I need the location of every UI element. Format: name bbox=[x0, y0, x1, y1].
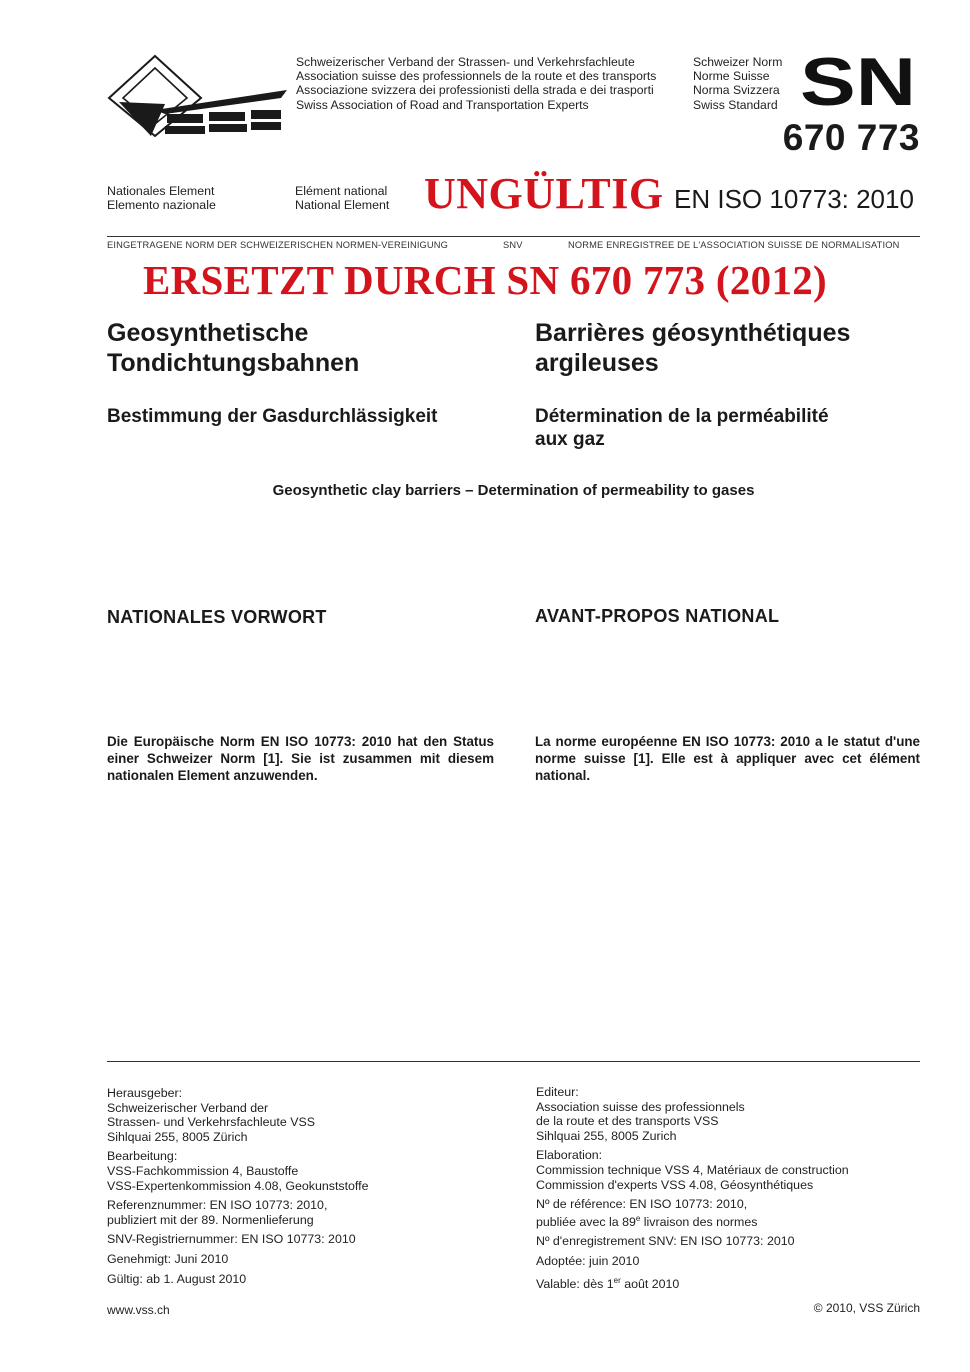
footer-line: Herausgeber: bbox=[107, 1086, 183, 1100]
element-label-de bbox=[107, 185, 216, 212]
footer-de bbox=[107, 1086, 368, 1291]
subtitle-line: aux gaz bbox=[535, 429, 605, 450]
element-label-fr bbox=[295, 185, 389, 212]
footer-line bbox=[536, 1212, 849, 1230]
footer-line: Association suisse des professionnels bbox=[536, 1099, 745, 1114]
foreword-text-de: Die Europäische Norm EN ISO 10773: 2010 hat den Status einer Schweizer Norm [1]. Sie ist zusammen mit diesem nationalen Element anzuwenden. bbox=[107, 734, 494, 783]
title-line: Geosynthetische bbox=[107, 319, 309, 347]
footer-line: Schweizerischer Verband der bbox=[107, 1100, 269, 1115]
registration-line: Nº d'enregistrement SNV: EN ISO 10773: 2010 bbox=[536, 1234, 795, 1249]
footer-text: livraison des normes bbox=[640, 1214, 758, 1229]
footer-text: août 2010 bbox=[620, 1276, 680, 1291]
registration-left: EINGETRAGENE NORM DER SCHWEIZERISCHEN NORMEN-VEREINIGUNG bbox=[107, 240, 449, 250]
footer-line: Sihlquai 255, 8005 Zurich bbox=[536, 1128, 677, 1143]
registration-mid: SNV bbox=[503, 240, 523, 250]
footer-line: Commission d'experts VSS 4.08, Géosynthétiques bbox=[536, 1177, 814, 1192]
title-fr bbox=[535, 318, 850, 378]
approved-line: Genehmigt: Juni 2010 bbox=[107, 1251, 229, 1266]
foreword-heading-fr: AVANT-PROPOS NATIONAL bbox=[535, 606, 780, 626]
subtitle-line: Bestimmung der Gasdurchlässigkeit bbox=[107, 406, 438, 427]
invalid-stamp: UNGÜLTIG bbox=[424, 169, 664, 218]
copyright: © 2010, VSS Zürich bbox=[813, 1301, 920, 1315]
norm-type-labels bbox=[693, 55, 782, 112]
footer-line: de la route et des transports VSS bbox=[536, 1114, 719, 1129]
reference-block bbox=[107, 1198, 368, 1227]
valid-line bbox=[536, 1274, 849, 1292]
foreword-heading-de: NATIONALES VORWORT bbox=[107, 607, 327, 627]
footer-text: publiée avec la 89 bbox=[536, 1214, 636, 1229]
footer-line: Nº de référence: EN ISO 10773: 2010, bbox=[536, 1197, 748, 1212]
vss-logo-text: VSS bbox=[105, 52, 108, 53]
title-line: Tondichtungsbahnen bbox=[107, 349, 360, 377]
preparation-block bbox=[536, 1148, 849, 1192]
vss-logo bbox=[105, 52, 287, 140]
publisher-block bbox=[536, 1085, 849, 1143]
association-line: Associazione svizzera dei professionisti della strada e dei trasporti bbox=[296, 83, 654, 98]
approved-line: Adoptée: juin 2010 bbox=[536, 1254, 640, 1269]
footer-line: VSS-Fachkommission 4, Baustoffe bbox=[107, 1163, 299, 1178]
en-reference: EN ISO 10773: 2010 bbox=[674, 184, 914, 214]
foreword-text-fr: La norme européenne EN ISO 10773: 2010 a le statut d'une norme suisse [1]. Elle est à appliquer avec cet élément national. bbox=[535, 734, 920, 783]
preparation-block bbox=[107, 1149, 368, 1193]
registration-right: NORME ENREGISTREE DE L'ASSOCIATION SUISSE DE NORMALISATION bbox=[568, 240, 900, 250]
header-divider bbox=[107, 236, 920, 237]
registration-line: SNV-Registriernummer: EN ISO 10773: 2010 bbox=[107, 1232, 356, 1247]
norm-label: Norma Svizzera bbox=[693, 83, 780, 98]
subtitle-line: Détermination de la perméabilité bbox=[535, 406, 829, 427]
association-line: Swiss Association of Road and Transportation Experts bbox=[296, 97, 589, 112]
footer-line: Editeur: bbox=[536, 1085, 579, 1099]
association-names bbox=[296, 55, 656, 112]
footer-line: Elaboration: bbox=[536, 1148, 603, 1163]
element-label-line: Elément national bbox=[295, 184, 388, 198]
footer-line: Referenznummer: EN ISO 10773: 2010, bbox=[107, 1198, 328, 1213]
superscript: e bbox=[635, 1213, 641, 1223]
norm-label: Norme Suisse bbox=[693, 69, 770, 84]
sn-logo bbox=[800, 55, 920, 107]
title-en: Geosynthetic clay barriers – Determination of permeability to gases bbox=[272, 482, 755, 499]
footer-line: Bearbeitung: bbox=[107, 1149, 178, 1164]
title-de bbox=[107, 318, 359, 378]
title-line: Barrières géosynthétiques bbox=[535, 319, 851, 347]
element-label-line: Nationales Element bbox=[107, 184, 215, 198]
subtitle-de bbox=[107, 405, 438, 428]
footer-line: Strassen- und Verkehrsfachleute VSS bbox=[107, 1115, 316, 1130]
publisher-block bbox=[107, 1086, 368, 1144]
replaced-stamp: ERSETZT DURCH SN 670 773 (2012) bbox=[143, 257, 827, 303]
title-line: argileuses bbox=[535, 349, 659, 377]
norm-label: Swiss Standard bbox=[693, 97, 778, 112]
association-line: Schweizerischer Verband der Strassen- und Verkehrsfachleute bbox=[296, 55, 635, 69]
footer-line: VSS-Expertenkommission 4.08, Geokunststoffe bbox=[107, 1178, 369, 1193]
sn-logo-text: SN bbox=[800, 55, 916, 107]
norm-number: 670 773 bbox=[782, 117, 920, 158]
reference-block bbox=[536, 1197, 849, 1229]
footer-text: Valable: dès 1 bbox=[536, 1276, 614, 1291]
valid-line: Gültig: ab 1. August 2010 bbox=[107, 1271, 247, 1286]
association-line: Association suisse des professionnels de la route et des transports bbox=[296, 69, 657, 84]
footer-line: Commission technique VSS 4, Matériaux de construction bbox=[536, 1162, 849, 1177]
footer-fr bbox=[536, 1085, 849, 1296]
footer-line: Sihlquai 255, 8005 Zürich bbox=[107, 1129, 248, 1144]
norm-label: Schweizer Norm bbox=[693, 55, 783, 69]
website-link[interactable]: www.vss.ch bbox=[107, 1303, 170, 1317]
footer-line: publiziert mit der 89. Normenlieferung bbox=[107, 1212, 314, 1227]
element-label-line: National Element bbox=[295, 197, 390, 212]
footer-divider bbox=[107, 1061, 920, 1062]
subtitle-fr bbox=[535, 405, 829, 451]
element-label-line: Elemento nazionale bbox=[107, 197, 216, 212]
superscript: er bbox=[613, 1275, 621, 1285]
